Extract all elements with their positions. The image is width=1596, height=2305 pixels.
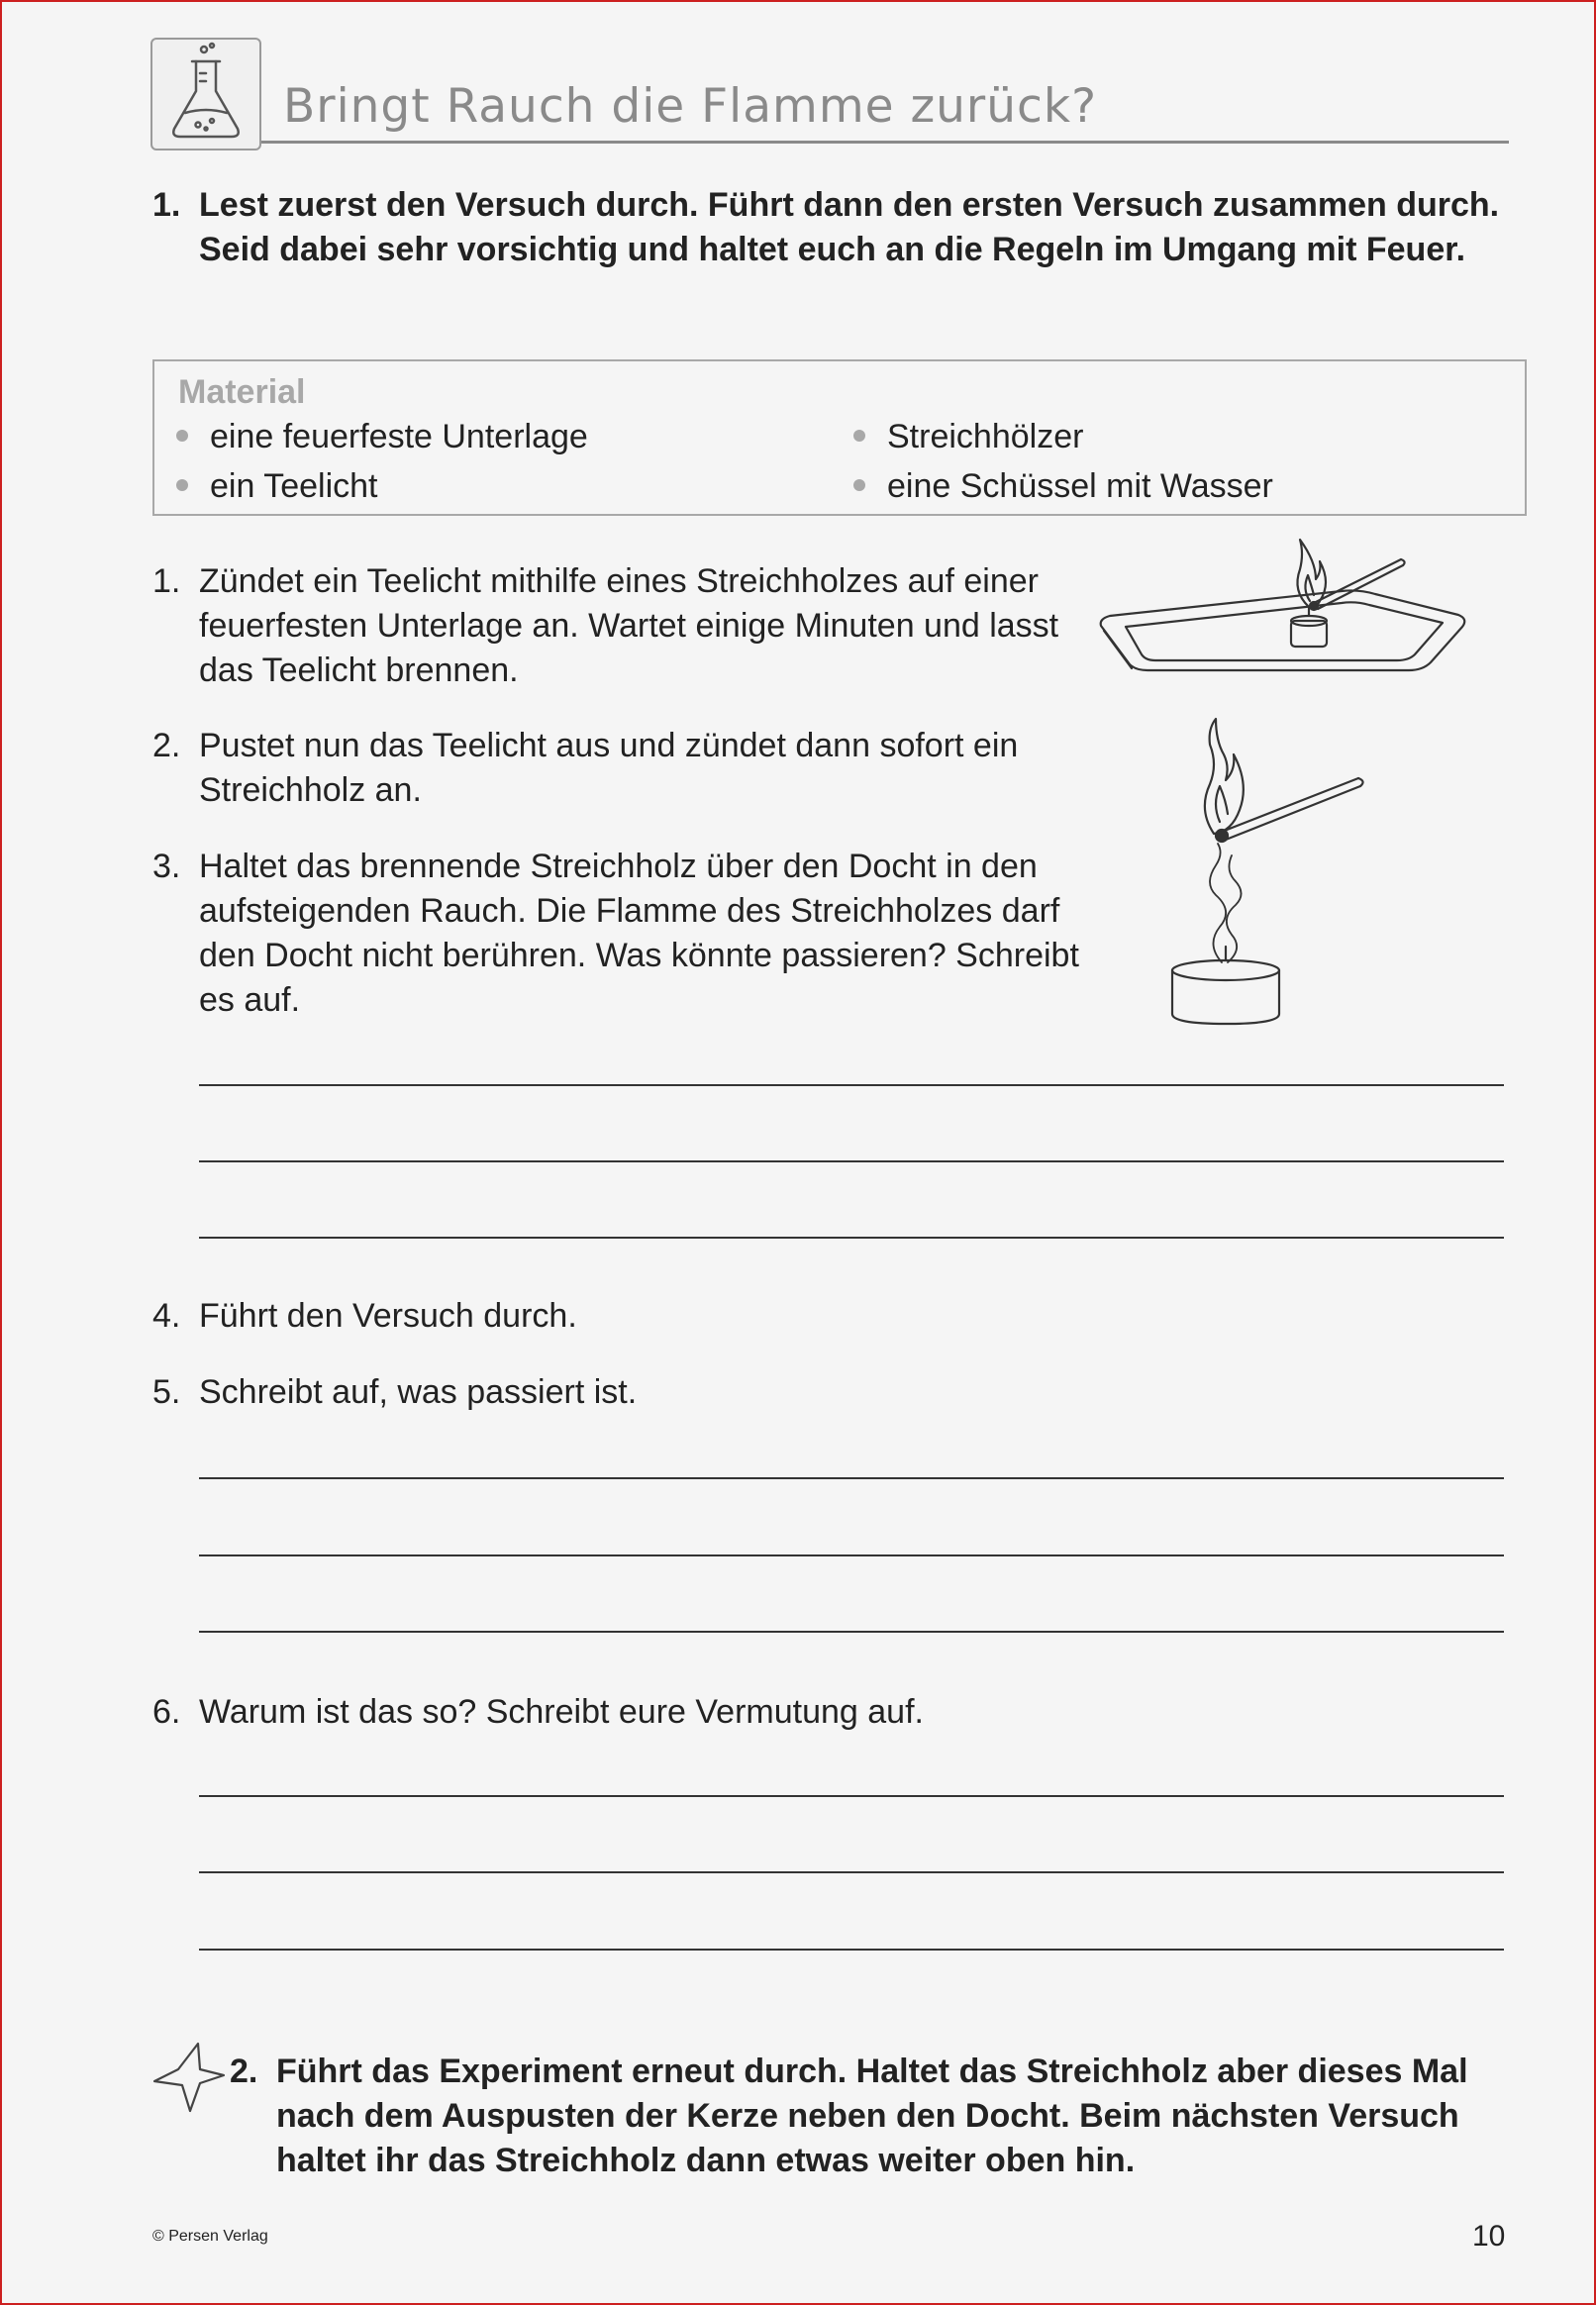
material-box [152, 359, 1527, 516]
task1-text: Lest zuerst den Versuch durch. Führt dann den ersten Versuch zusammen durch. Seid dabei sehr vorsichtig und haltet euch an die Regeln im Umgang mit Feuer. [199, 186, 1500, 268]
answer-line[interactable] [199, 1949, 1504, 1951]
step-number: 3. [152, 848, 181, 885]
star-icon [150, 2040, 226, 2115]
answer-line[interactable] [199, 1554, 1504, 1556]
page-number: 10 [1472, 2220, 1506, 2253]
bullet-icon [176, 479, 188, 491]
step-text: Führt den Versuch durch. [199, 1297, 577, 1335]
step-number: 6. [152, 1693, 181, 1731]
step-number: 2. [152, 727, 181, 764]
step-number: 1. [152, 562, 181, 600]
answer-line[interactable] [199, 1084, 1504, 1086]
task2-text: Führt das Experiment erneut durch. Haltet das Streichholz aber dieses Mal nach dem Auspusten der Kerze neben den Docht. Beim nächsten Versuch haltet ihr das Streichholz dann etwas weiter oben hin. [276, 2053, 1468, 2179]
material-item: ein Teelicht [176, 466, 378, 506]
bullet-icon [853, 479, 865, 491]
material-item: eine Schüssel mit Wasser [853, 466, 1273, 506]
task2-number: 2. [230, 2053, 258, 2090]
step-number: 5. [152, 1373, 181, 1411]
step-text: Haltet das brennende Streichholz über den Docht in den aufsteigenden Rauch. Die Flamme des Streichholzes darf den Docht nicht berühren. Was könnte passieren? Schreibt es auf. [199, 848, 1079, 1019]
tealight-tray-illustration [1096, 532, 1472, 700]
answer-line[interactable] [199, 1160, 1504, 1162]
answer-line[interactable] [199, 1237, 1504, 1239]
copyright: © Persen Verlag [152, 2228, 268, 2245]
step-number: 4. [152, 1297, 181, 1335]
step-text: Pustet nun das Teelicht aus und zündet dann sofort ein Streichholz an. [199, 727, 1019, 809]
page-title: Bringt Rauch die Flamme zurück? [283, 79, 1098, 134]
answer-line[interactable] [199, 1795, 1504, 1797]
answer-line[interactable] [199, 1631, 1504, 1633]
answer-line[interactable] [199, 1871, 1504, 1873]
title-underline [261, 141, 1509, 144]
flask-icon [150, 38, 261, 150]
step-text: Schreibt auf, was passiert ist. [199, 1373, 638, 1411]
bullet-icon [176, 430, 188, 442]
task1-number: 1. [152, 186, 181, 224]
match-smoke-illustration [1160, 715, 1378, 1032]
material-item: Streichhölzer [853, 417, 1083, 456]
material-title: Material [178, 373, 306, 411]
answer-line[interactable] [199, 1477, 1504, 1479]
step-text: Warum ist das so? Schreibt eure Vermutung auf. [199, 1693, 924, 1731]
material-item: eine feuerfeste Unterlage [176, 417, 588, 456]
step-text: Zündet ein Teelicht mithilfe eines Streichholzes auf einer feuerfesten Unterlage an. Wartet einige Minuten und lasst das Teelicht brennen. [199, 562, 1059, 689]
bullet-icon [853, 430, 865, 442]
